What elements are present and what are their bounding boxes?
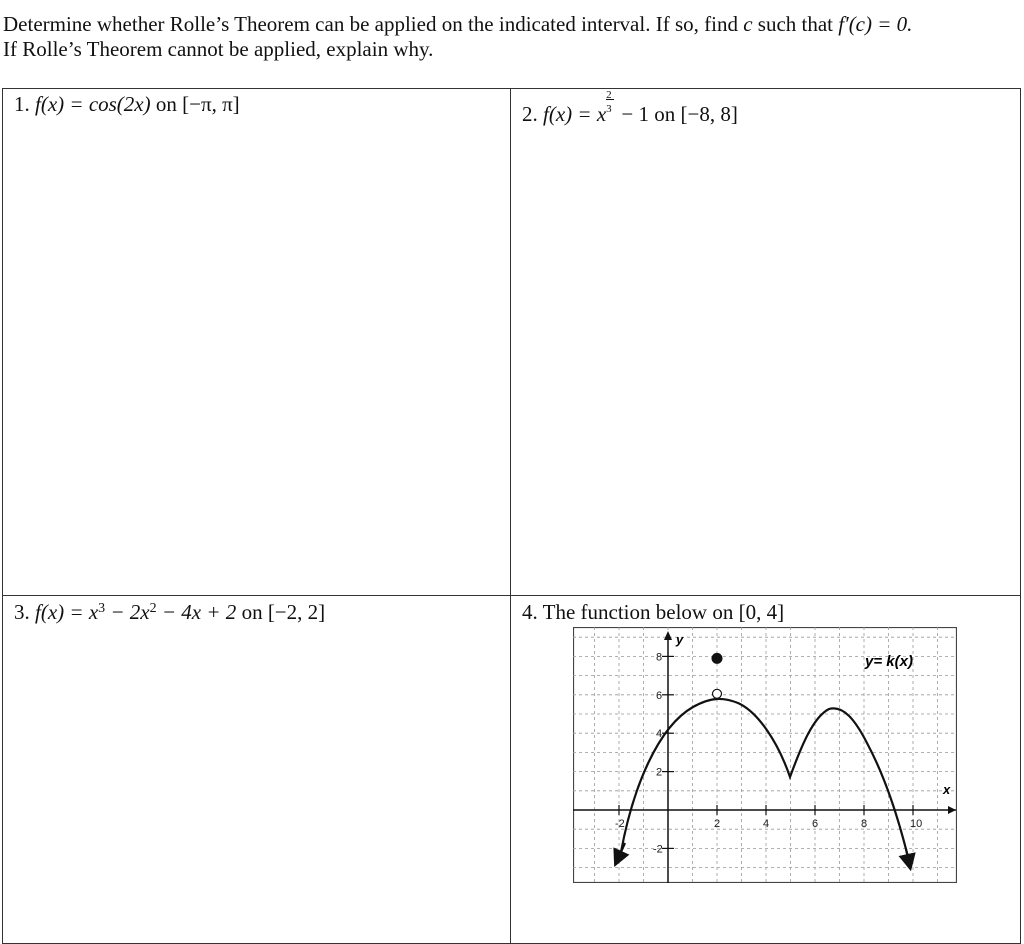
problem-3-on: on	[236, 600, 268, 624]
open-point	[713, 689, 722, 698]
y-tick-label: 8	[656, 651, 663, 664]
y-tick-label: 6	[656, 689, 663, 702]
x-tick-label: 10	[910, 818, 923, 830]
problem-1-on: on	[150, 92, 183, 116]
problem-3-rest: − 4x + 2	[156, 600, 237, 624]
instructions-line-1	[3, 12, 912, 37]
problem-3-function: f(x) = x	[35, 600, 99, 624]
problem-1-interval: [−π, π]	[182, 92, 240, 116]
x-axis-label: x	[943, 782, 951, 797]
problem-3-term-2: − 2x	[105, 600, 150, 624]
problem-1-function: f(x) = cos(2x)	[35, 92, 151, 116]
problem-4-text: The function below on	[542, 600, 739, 624]
y-tick-label: 2	[656, 766, 663, 779]
problem-2-function: f(x) = x	[543, 102, 607, 126]
y-tick-label: 4	[656, 728, 663, 741]
x-tick-label: -2	[615, 818, 625, 830]
problem-2	[522, 89, 738, 127]
problem-3-number: 3.	[14, 600, 30, 624]
grid-divider-vertical	[510, 88, 511, 944]
problem-3-exp-2: 2	[149, 601, 157, 616]
x-tick-label: 6	[812, 818, 819, 830]
problem-2-exponent	[606, 89, 616, 122]
problem-2-on: on	[648, 102, 681, 126]
problem-1-number: 1.	[14, 92, 30, 116]
function-label: y= k(x)	[865, 653, 913, 670]
problem-2-number: 2.	[522, 102, 538, 126]
instructions-text-2: such that	[752, 12, 839, 36]
problem-4-number: 4.	[522, 600, 538, 624]
instructions-text: Determine whether Rolle’s Theorem can be applied on the indicated interval. If so, find	[3, 12, 744, 36]
function-graph	[573, 627, 957, 883]
instructions-line-2: If Rolle’s Theorem cannot be applied, explain why.	[3, 37, 434, 61]
problem-2-rest: − 1	[616, 102, 649, 126]
problem-2-interval: [−8, 8]	[680, 102, 738, 126]
instructions-derivative: f′(c) = 0.	[838, 12, 913, 36]
problem-3-exp-1: 3	[98, 601, 106, 616]
y-axis-label: y	[676, 632, 684, 647]
instructions	[3, 12, 912, 62]
graph-svg	[573, 627, 957, 883]
exponent-numerator: 2	[606, 89, 612, 101]
x-tick-label: 8	[861, 818, 868, 830]
problem-3-interval: [−2, 2]	[267, 600, 326, 624]
y-tick-label: -2	[653, 843, 663, 856]
problem-1	[14, 92, 240, 117]
problem-4	[522, 600, 784, 625]
instructions-c: c	[743, 12, 753, 36]
filled-point	[712, 653, 723, 664]
problem-4-interval: [0, 4]	[738, 600, 785, 624]
problem-3	[14, 600, 325, 625]
exponent-denominator: 3	[606, 103, 612, 115]
x-tick-label: 2	[714, 818, 721, 830]
x-tick-label: 4	[763, 818, 770, 830]
grid-divider-horizontal	[2, 595, 1021, 596]
